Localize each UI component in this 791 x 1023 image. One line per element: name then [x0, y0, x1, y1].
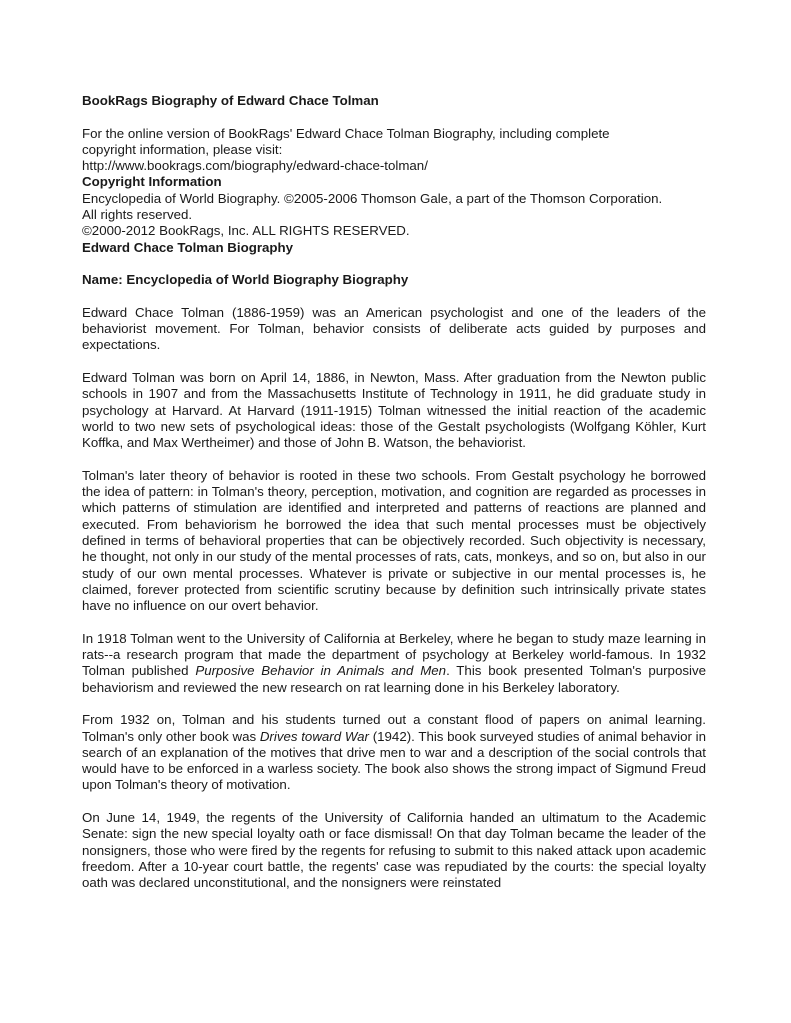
copyright-line-3: ©2000-2012 BookRags, Inc. ALL RIGHTS RESERVED. [82, 223, 410, 239]
paragraph-later-work-text-a: From 1932 on, Tolman and his students turned out a constant flood of papers on animal learning. Tolman's only other book was [82, 712, 706, 744]
paragraph-theory: Tolman's later theory of behavior is rooted in these two schools. From Gestalt psychology he borrowed the idea of pattern: in Tolman's theory, perception, motivation, and cognition are regarded as processes in which patterns of stimulation are identified and interpreted and patterns of reactions are planned and executed. From behaviorism he borrowed the idea that such mental processes must be objectively defined in terms of behavioral properties that can be objectively recorded. Such objectivity is necessary, he thought, not only in our study of the mental processes of rats, cats, monkeys, and so on, but also in our study of our own mental processes. Whatever is private or subjective in our mental processes is, he claimed, forever protected from scientific scrutiny because by definition such intrinsically private states have no influence on our overt behavior. [82, 467, 706, 614]
paragraph-loyalty-oath: On June 14, 1949, the regents of the University of California handed an ultimatum to the Academic Senate: sign the new special loyalty oath or face dismissal! On that day Tolman became the leader of the nonsigners, those who were fired by the regents for refusing to submit to this naked attack upon academic freedom. After a 10-year court battle, the regents' case was repudiated by the courts: the special loyalty oath was declared unconstitutional, and the nonsigners were reinstated [82, 810, 706, 891]
online-version-line-2: copyright information, please visit: [82, 141, 283, 157]
book-title-purposive-behavior: Purposive Behavior in Animals and Men [195, 663, 447, 679]
book-title-drives-toward-war: Drives toward War [259, 728, 369, 744]
biography-heading: Edward Chace Tolman Biography [82, 239, 294, 255]
document-page [82, 93, 706, 892]
paragraph-later-work-text-b: (1942). This book surveyed studies of animal behavior in search of an explanation of the motives that drive men to war and a description of the social controls that would have to be enforced in a warless society. The book also shows the strong impact of Sigmund Freud upon Tolman's theory of motivation. [82, 728, 707, 793]
copyright-line-1: Encyclopedia of World Biography. ©2005-2006 Thomson Gale, a part of the Thomson Corporation. [82, 190, 663, 206]
paragraph-berkeley [82, 631, 706, 696]
online-version-line-1: For the online version of BookRags' Edward Chace Tolman Biography, including complete [82, 125, 610, 141]
name-line: Name: Encyclopedia of World Biography Biography [82, 272, 409, 288]
copyright-line-2: All rights reserved. [82, 207, 193, 223]
paragraph-later-work [82, 712, 706, 793]
paragraph-early-life: Edward Tolman was born on April 14, 1886, in Newton, Mass. After graduation from the Newton public schools in 1907 and from the Massachusetts Institute of Technology in 1911, he did graduate study in psychology at Harvard. At Harvard (1911-1915) Tolman witnessed the initial reaction of the academic world to two new sets of psychological ideas: those of the Gestalt psychologists (Wolfgang Köhler, Kurt Koffka, and Max Wertheimer) and those of John B. Watson, the behaviorist. [82, 370, 706, 451]
source-url: http://www.bookrags.com/biography/edward-chace-tolman/ [82, 158, 428, 174]
copyright-heading: Copyright Information [82, 174, 222, 190]
paragraph-berkeley-text-a: In 1918 Tolman went to the University of California at Berkeley, where he began to study maze learning in rats--a research program that made the department of psychology at Berkeley world-famous. In 1932 Tolman published [82, 630, 706, 679]
paragraph-intro: Edward Chace Tolman (1886-1959) was an American psychologist and one of the leaders of the behaviorist movement. For Tolman, behavior consists of deliberate acts guided by purposes and expectations. [82, 304, 706, 353]
document-title: BookRags Biography of Edward Chace Tolman [82, 93, 379, 108]
paragraph-berkeley-text-b: . This book presented Tolman's purposive behaviorism and reviewed the new research on rat learning done in his Berkeley laboratory. [82, 663, 706, 695]
